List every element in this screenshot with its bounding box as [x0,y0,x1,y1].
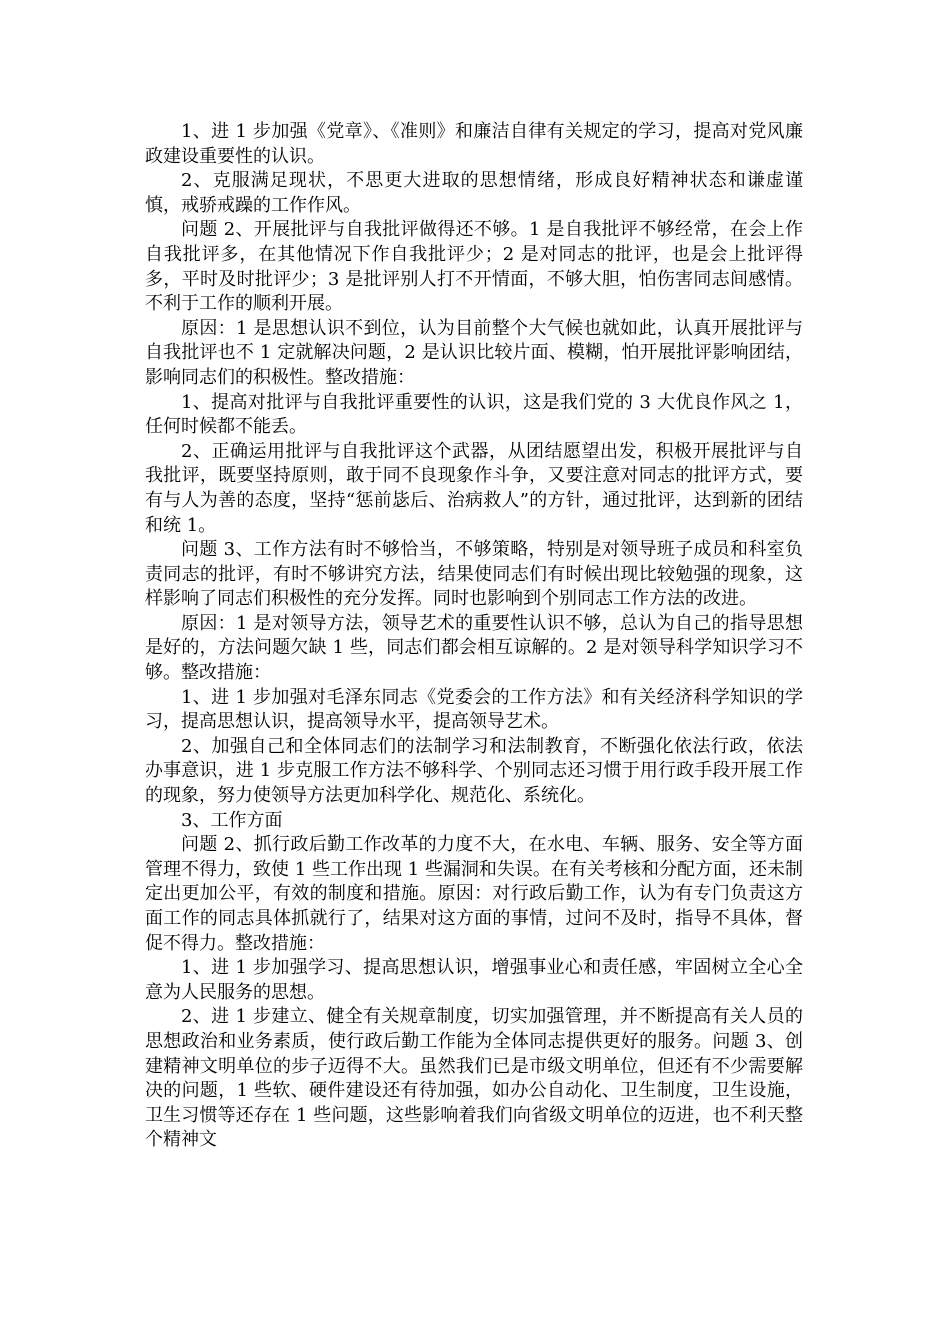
section-heading: 3、工作方面 [181,809,283,831]
paragraph-12: 问题 2、抓行政后勤工作改革的力度不大，在水电、车辆、服务、安全等方面管理不得力，致使 1 些工作出现 1 些漏洞和失误。在有关考核和分配方面，还未制定出更加公平，有效的制度和措施。原因：对行政后勤工作，认为有专门负责这方面工作的同志具体抓就行了，结果对这方面的事情，过问不及时，指导不具体，督促不得力。整改措施： [145,834,803,954]
paragraph-2: 2、克服满足现状，不思更大进取的思想情绪，形成良好精神状态和谦虚谨慎，戒骄戒躁的工作作风。 [145,170,803,216]
paragraph-13: 1、进 1 步加强学习、提高思想认识，增强事业心和责任感，牢固树立全心全意为人民服务的思想。 [145,957,803,1003]
document-page [145,120,803,1153]
paragraph-10: 2、加强自己和全体同志们的法制学习和法制教育，不断强化依法行政，依法办事意识，进 1 步克服工作方法不够科学、个别同志还习惯于用行政手段开展工作的现象，努力使领导方法更加科学化、规范化、系统化。 [145,735,803,807]
paragraph-4: 原因：1 是思想认识不到位，认为目前整个大气候也就如此，认真开展批评与自我批评也不 1 定就解决问题，2 是认识比较片面、模糊，怕开展批评影响团结，影响同志们的积极性。整改措施： [145,317,803,388]
paragraph-1: 1、进 1 步加强《党章》、《准则》和廉洁自律有关规定的学习，提高对党风廉政建设重要性的认识。 [145,121,803,167]
paragraph-9: 1、进 1 步加强对毛泽东同志《党委会的工作方法》和有关经济科学知识的学习，提高思想认识，提高领导水平，提高领导艺术。 [145,686,803,733]
paragraph-14: 2、进 1 步建立、健全有关规章制度，切实加强管理，并不断提高有关人员的思想政治和业务素质，使行政后勤工作能为全体同志提供更好的服务。问题 3、创建精神文明单位的步子迈得不大。虽然我们已是市级文明单位，但还有不少需要解决的问题，1 些软、硬件建设还有待加强，如办公自动化、卫生制度，卫生设施，卫生习惯等还存在 1 些问题，这些影响着我们向省级文明单位的迈进，也不利天整个精神文 [145,1006,803,1151]
paragraph-5: 1、提高对批评与自我批评重要性的认识，这是我们党的 3 大优良作风之 1，任何时候都不能丢。 [145,391,803,438]
paragraph-8: 原因：1 是对领导方法，领导艺术的重要性认识不够，总认为自己的指导思想是好的，方法问题欠缺 1 些，同志们都会相互谅解的。2 是对领导科学知识学习不够。整改措施： [145,612,803,684]
paragraph-3: 问题 2、开展批评与自我批评做得还不够。1 是自我批评不够经常，在会上作自我批评多，在其他情况下作自我批评少；2 是对同志的批评，也是会上批评得多，平时及时批评少；3 是批评别人打不开情面，不够大胆，怕伤害同志间感情。不利于工作的顺利开展。 [145,219,803,315]
paragraph-7: 问题 3、工作方法有时不够恰当，不够策略，特别是对领导班子成员和科室负责同志的批评，有时不够讲究方法，结果使同志们有时候出现比较勉强的现象，这样影响了同志们积极性的充分发挥。同时也影响到个别同志工作方法的改进。 [145,539,803,610]
paragraph-6: 2、正确运用批评与自我批评这个武器，从团结愿望出发，积极开展批评与自我批评，既要坚持原则，敢于同不良现象作斗争，又要注意对同志的批评方式，要有与人为善的态度，坚持“惩前毖后、治病救人”的方针，通过批评，达到新的团结和统 1。 [145,440,803,536]
